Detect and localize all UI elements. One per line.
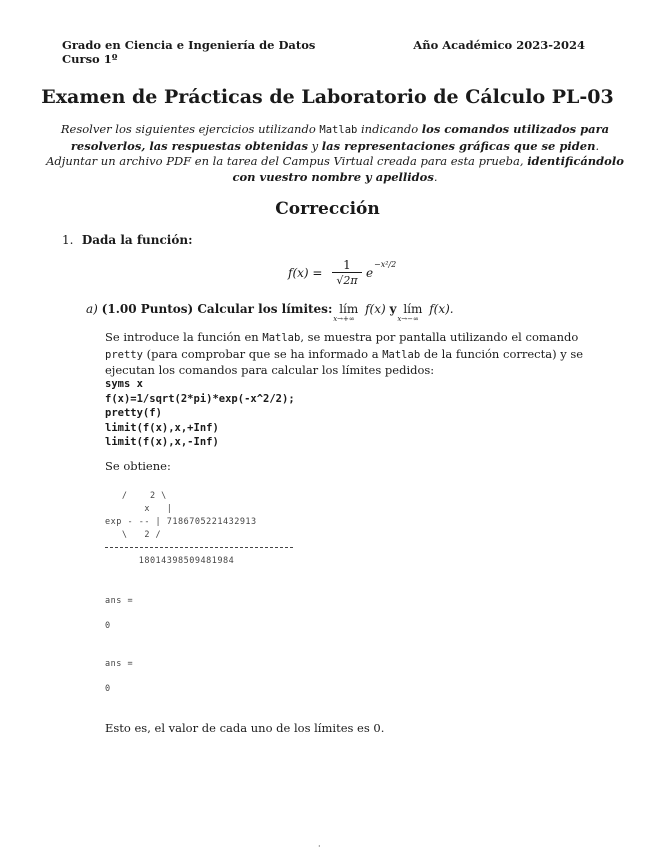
degree-name: Grado en Ciencia e Ingeniería de Datos bbox=[62, 38, 316, 52]
intro-code: Matlab bbox=[319, 124, 358, 136]
output-line: \ 2 / bbox=[105, 530, 162, 540]
limit-fx: f(x). bbox=[429, 302, 454, 316]
code-block bbox=[105, 377, 295, 450]
code-line: pretty(f) bbox=[105, 407, 162, 419]
expl-code: Matlab bbox=[382, 348, 421, 361]
limit-fx: f(x) bbox=[365, 302, 386, 316]
obtained-label: Se obtiene: bbox=[105, 459, 171, 473]
output-value: 0 bbox=[105, 684, 111, 694]
section-title: Corrección bbox=[275, 199, 380, 219]
formula-base: e bbox=[366, 266, 374, 280]
intro-text: . bbox=[595, 138, 600, 153]
intro-text: Adjuntar un archivo PDF en la tarea del Campus Virtual creada para esta prueba, bbox=[46, 154, 524, 168]
academic-year: Año Académico 2023-2024 bbox=[413, 38, 585, 52]
page-header bbox=[62, 38, 585, 66]
course-name: Curso 1º bbox=[62, 52, 118, 66]
limit-op: lím bbox=[403, 302, 423, 316]
intro-text: . bbox=[433, 169, 438, 184]
intro-bold: las representaciones gráficas que se piden bbox=[321, 138, 596, 153]
intro-bold: identificándolo con vuestro nombre y apellidos bbox=[232, 154, 624, 184]
formula-denominator: √2π bbox=[336, 274, 358, 287]
exam-title: Examen de Prácticas de Laboratorio de Cálculo PL-03 bbox=[41, 86, 614, 108]
intro-text: indicando bbox=[361, 122, 419, 136]
formula-fraction bbox=[332, 258, 362, 289]
expl-code: Matlab bbox=[262, 332, 301, 344]
code-line: limit(f(x),x,-Inf) bbox=[105, 436, 219, 448]
question-label: Dada la función: bbox=[81, 233, 193, 247]
output-value: 0 bbox=[105, 621, 111, 631]
intro-bold: los comandos utilizados para resolverlos, las respuestas obtenidas bbox=[70, 122, 610, 153]
expl-text: de la función correcta) y se ejecutan los comandos para calcular los límites pedidos: bbox=[105, 346, 584, 377]
output-line: exp - -- | 7186705221432913 bbox=[105, 517, 257, 527]
formula-lhs: f(x) = bbox=[288, 266, 323, 280]
intro-text: y bbox=[311, 138, 319, 153]
page-mark: · bbox=[318, 842, 321, 851]
code-line: limit(f(x),x,+Inf) bbox=[105, 421, 219, 434]
expl-text: (para comprobar que se ha informado a bbox=[146, 346, 379, 361]
output-ans: ans = bbox=[105, 659, 134, 669]
conjunction: y bbox=[389, 302, 397, 316]
exam-instructions bbox=[40, 122, 630, 185]
output-line: x | bbox=[105, 504, 173, 514]
expl-text: , se muestra por pantalla utilizando el comando bbox=[300, 330, 579, 344]
output-line: 18014398509481984 bbox=[105, 556, 235, 566]
part-points: (1.00 Puntos) Calcular los límites: bbox=[101, 302, 333, 316]
limit-sub: x→−∞ bbox=[397, 315, 419, 323]
limit-op: lím bbox=[339, 302, 359, 316]
fraction-rule bbox=[105, 547, 293, 548]
limit-minus-inf bbox=[397, 302, 423, 323]
formula-numerator: 1 bbox=[332, 258, 362, 273]
limit-plus-inf bbox=[333, 302, 359, 323]
conclusion: Esto es, el valor de cada uno de los límites es 0. bbox=[105, 721, 385, 735]
question-1 bbox=[62, 233, 193, 247]
code-line: f(x)=1/sqrt(2*pi)*exp(-x^2/2); bbox=[105, 392, 295, 405]
explanation-paragraph bbox=[105, 330, 605, 379]
formula-exponent: −x²/2 bbox=[374, 260, 397, 269]
part-a bbox=[86, 302, 454, 323]
code-line: syms x bbox=[105, 378, 143, 390]
output-line: / 2 \ bbox=[105, 491, 167, 501]
part-letter: a) bbox=[86, 302, 98, 316]
output-ans: ans = bbox=[105, 596, 134, 606]
intro-text: Resolver los siguientes ejercicios utilizando bbox=[60, 122, 316, 136]
expl-code: pretty bbox=[105, 348, 143, 361]
expl-text: Se introduce la función en bbox=[105, 330, 259, 344]
limit-sub: x→+∞ bbox=[333, 315, 355, 323]
question-number: 1. bbox=[62, 233, 74, 247]
